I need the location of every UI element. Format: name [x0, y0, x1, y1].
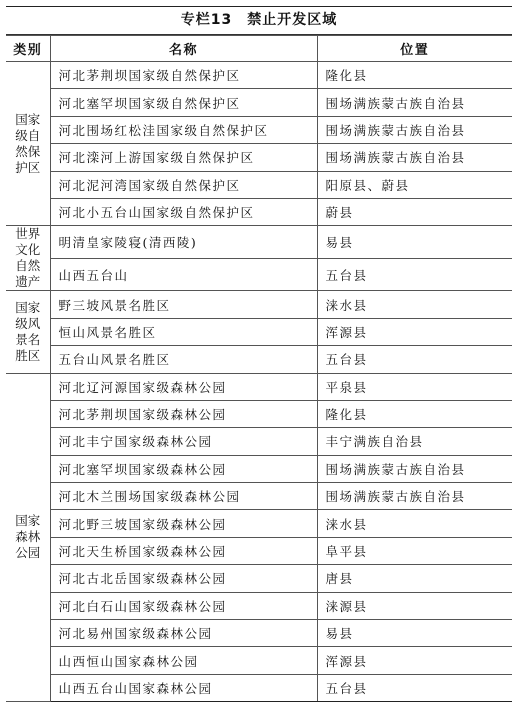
header-location: 位置 [317, 36, 512, 62]
table-row [6, 198, 512, 225]
area-name-cell: 野三坡风景名胜区 [50, 291, 317, 318]
area-name-cell: 河北围场红松洼国家级自然保护区 [50, 116, 317, 143]
area-name-cell: 明清皇家陵寝(清西陵) [50, 226, 317, 259]
table-row [6, 116, 512, 143]
category-cell: 国家森林公园 [6, 373, 50, 702]
area-name-cell: 五台山风景名胜区 [50, 346, 317, 373]
category-cell: 国家级风景名胜区 [6, 291, 50, 373]
table-row [6, 674, 512, 701]
area-location-cell: 围场满族蒙古族自治县 [317, 455, 512, 482]
area-location-cell: 围场满族蒙古族自治县 [317, 483, 512, 510]
header-row [6, 36, 512, 62]
area-name-cell: 河北辽河源国家级森林公园 [50, 373, 317, 400]
table-row [6, 428, 512, 455]
table-row [6, 346, 512, 373]
area-location-cell: 围场满族蒙古族自治县 [317, 116, 512, 143]
area-location-cell: 浑源县 [317, 318, 512, 345]
table-row [6, 89, 512, 116]
area-name-cell: 河北丰宁国家级森林公园 [50, 428, 317, 455]
area-name-cell: 河北古北岳国家级森林公园 [50, 565, 317, 592]
area-name-cell: 山西五台山国家森林公园 [50, 674, 317, 701]
category-cell: 国家级自然保护区 [6, 62, 50, 226]
area-location-cell: 丰宁满族自治县 [317, 428, 512, 455]
area-name-cell: 河北木兰围场国家级森林公园 [50, 483, 317, 510]
table-row [6, 592, 512, 619]
area-location-cell: 阳原县、蔚县 [317, 171, 512, 198]
area-name-cell: 河北茅荆坝国家级自然保护区 [50, 62, 317, 89]
document-page [6, 6, 512, 702]
area-location-cell: 涞源县 [317, 592, 512, 619]
area-name-cell: 河北塞罕坝国家级森林公园 [50, 455, 317, 482]
table-row [6, 620, 512, 647]
table-row [6, 291, 512, 318]
area-location-cell: 唐县 [317, 565, 512, 592]
area-name-cell: 河北小五台山国家级自然保护区 [50, 198, 317, 225]
table-row [6, 565, 512, 592]
table-body [6, 62, 512, 702]
area-name-cell: 河北白石山国家级森林公园 [50, 592, 317, 619]
header-category: 类别 [6, 36, 50, 62]
table-row [6, 400, 512, 427]
area-name-cell: 河北天生桥国家级森林公园 [50, 537, 317, 564]
area-location-cell: 五台县 [317, 674, 512, 701]
area-location-cell: 涞水县 [317, 510, 512, 537]
area-location-cell: 浑源县 [317, 647, 512, 674]
table-title: 专栏13 禁止开发区域 [6, 6, 512, 35]
area-name-cell: 山西五台山 [50, 258, 317, 291]
area-location-cell: 涞水县 [317, 291, 512, 318]
table-row [6, 647, 512, 674]
table-row [6, 455, 512, 482]
area-location-cell: 隆化县 [317, 62, 512, 89]
area-name-cell: 河北野三坡国家级森林公园 [50, 510, 317, 537]
table-row [6, 258, 512, 291]
table-row [6, 537, 512, 564]
area-name-cell: 河北塞罕坝国家级自然保护区 [50, 89, 317, 116]
table-row [6, 171, 512, 198]
area-location-cell: 隆化县 [317, 400, 512, 427]
area-location-cell: 围场满族蒙古族自治县 [317, 89, 512, 116]
area-location-cell: 易县 [317, 226, 512, 259]
area-location-cell: 蔚县 [317, 198, 512, 225]
area-location-cell: 五台县 [317, 258, 512, 291]
area-location-cell: 五台县 [317, 346, 512, 373]
area-name-cell: 恒山风景名胜区 [50, 318, 317, 345]
area-name-cell: 河北滦河上游国家级自然保护区 [50, 144, 317, 171]
area-name-cell: 河北茅荆坝国家级森林公园 [50, 400, 317, 427]
table-row [6, 373, 512, 400]
area-location-cell: 易县 [317, 620, 512, 647]
area-location-cell: 平泉县 [317, 373, 512, 400]
area-location-cell: 阜平县 [317, 537, 512, 564]
table-row [6, 226, 512, 259]
table-row [6, 62, 512, 89]
area-name-cell: 河北泥河湾国家级自然保护区 [50, 171, 317, 198]
prohibited-areas-table [6, 35, 512, 702]
header-name: 名称 [50, 36, 317, 62]
table-row [6, 144, 512, 171]
table-row [6, 510, 512, 537]
table-row [6, 483, 512, 510]
area-location-cell: 围场满族蒙古族自治县 [317, 144, 512, 171]
area-name-cell: 河北易州国家级森林公园 [50, 620, 317, 647]
area-name-cell: 山西恒山国家森林公园 [50, 647, 317, 674]
category-cell: 世界文化自然遗产 [6, 226, 50, 291]
table-row [6, 318, 512, 345]
